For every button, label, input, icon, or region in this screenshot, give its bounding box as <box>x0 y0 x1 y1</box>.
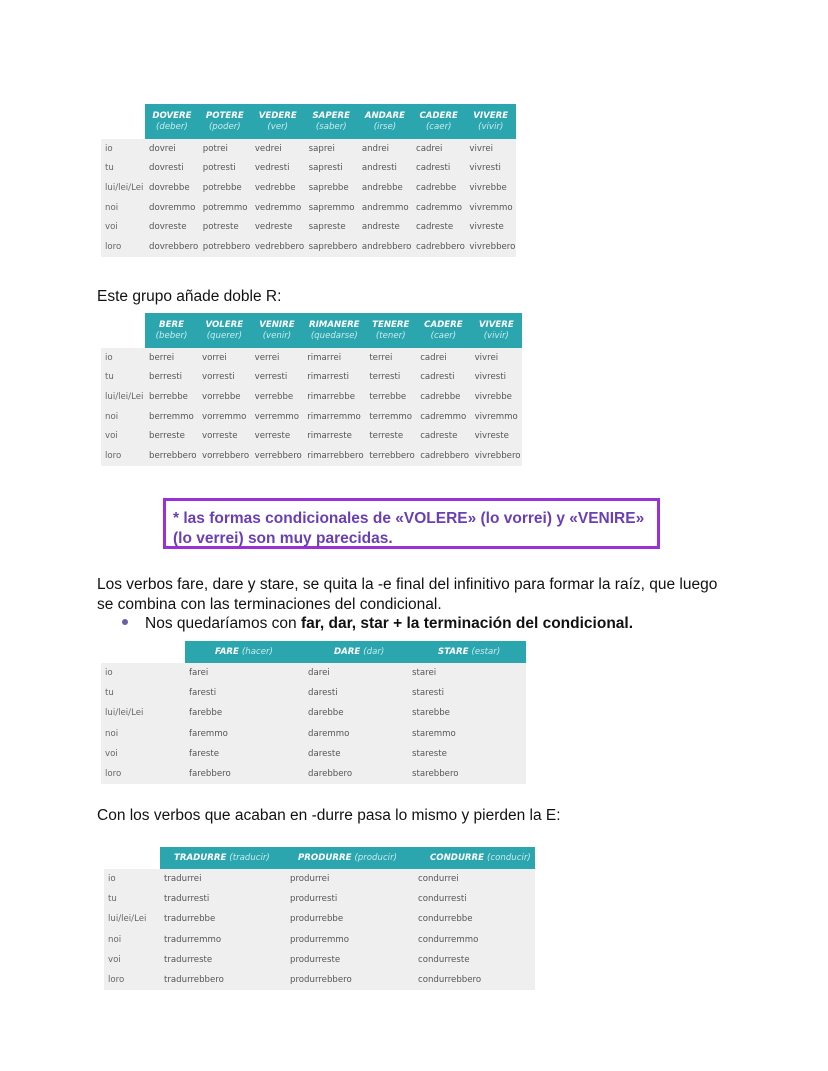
column-header: CADERE (caer) <box>416 313 470 348</box>
section-heading-durre: Con los verbos que acaban en -durre pasa lo mismo y pierden la E: <box>97 807 561 824</box>
column-header: TENERE (tener) <box>365 313 416 348</box>
conjugation-table-irregular <box>101 104 516 257</box>
section-heading-double-r: Este grupo añade doble R: <box>97 288 282 305</box>
column-header: CONDURRE (conducir) <box>414 847 535 869</box>
column-header: VIVERE (vivir) <box>465 104 516 139</box>
table-row: tu tradurresti produrresti condurresti <box>104 889 535 909</box>
column-header: VOLERE (querer) <box>198 313 251 348</box>
table-row: voi dovreste potreste vedreste sapreste andreste cadreste vivreste <box>101 217 516 237</box>
column-header: VIVERE (vivir) <box>471 313 522 348</box>
table-row: noi dovremmo potremmo vedremmo sapremmo andremmo cadremmo vivremmo <box>101 198 516 218</box>
column-header: FARE (hacer) <box>185 641 304 663</box>
column-header: TRADURRE (traducir) <box>160 847 286 869</box>
corner-cell <box>104 847 160 869</box>
table-row: tu faresti daresti staresti <box>101 683 526 703</box>
table-row: lui/lei/Lei berrebbe vorrebbe verrebbe rimarrebbe terrebbe cadrebbe vivrebbe <box>101 387 522 407</box>
column-header: POTERE (poder) <box>199 104 251 139</box>
column-header: CADERE (caer) <box>412 104 465 139</box>
column-header: DARE (dar) <box>304 641 408 663</box>
conjugation-table-durre <box>104 847 535 990</box>
corner-cell <box>101 104 145 139</box>
table-row: noi berremmo vorremmo verremmo rimarremmo terremmo cadremmo vivremmo <box>101 407 522 427</box>
conjugation-table-fare-dare-stare <box>101 641 526 784</box>
column-header: VEDERE (ver) <box>251 104 305 139</box>
conjugation-table-double-r <box>101 313 522 466</box>
column-header: STARE (estar) <box>408 641 526 663</box>
bullet-bold-text: far, dar, star + la terminación del condicional. <box>300 615 634 632</box>
table-row: noi tradurremmo produrremmo condurremmo <box>104 930 535 950</box>
table-row: lui/lei/Lei farebbe darebbe starebbe <box>101 703 526 723</box>
table-row: loro farebbero darebbero starebbero <box>101 764 526 784</box>
table-row: io dovrei potrei vedrei saprei andrei cadrei vivrei <box>101 139 516 159</box>
note-callout: * las formas condicionales de «VOLERE» (lo vorrei) y «VENIRE» (lo verrei) son muy parecidas. <box>163 498 660 549</box>
table-row: loro tradurrebbero produrrebbero condurrebbero <box>104 970 535 990</box>
column-header: SAPERE (saber) <box>305 104 358 139</box>
bullet-dot-icon <box>122 619 128 625</box>
column-header: VENIRE (venir) <box>251 313 304 348</box>
table-row: voi fareste dareste stareste <box>101 744 526 764</box>
table-row: noi faremmo daremmo staremmo <box>101 724 526 744</box>
column-header: RIMANERE (quedarse) <box>303 313 365 348</box>
table-row: voi tradurreste produrreste condurreste <box>104 950 535 970</box>
table-row: io tradurrei produrrei condurrei <box>104 869 535 889</box>
corner-cell <box>101 641 185 663</box>
column-header: PRODURRE (producir) <box>286 847 414 869</box>
table-row: lui/lei/Lei tradurrebbe produrrebbe condurrebbe <box>104 909 535 929</box>
column-header: BERE (beber) <box>145 313 198 348</box>
table-row: io farei darei starei <box>101 663 526 683</box>
table-row: voi berreste vorreste verreste rimarreste terreste cadreste vivreste <box>101 426 522 446</box>
paragraph-fare-dare-stare: Los verbos fare, dare y stare, se quita la -e final del infinitivo para formar la raíz, que luego se combina con las terminaciones del condicional. <box>97 576 718 613</box>
corner-cell <box>101 313 145 348</box>
table-row: tu berresti vorresti verresti rimarresti terresti cadresti vivresti <box>101 368 522 388</box>
table-row: loro dovrebbero potrebbero vedrebbero saprebbero andrebbero cadrebbero vivrebbero <box>101 237 516 257</box>
table-row: loro berrebbero vorrebbero verrebbero rimarrebbero terrebbero cadrebbero vivrebbero <box>101 446 522 466</box>
column-header: ANDARE (irse) <box>358 104 412 139</box>
table-row: tu dovresti potresti vedresti sapresti andresti cadresti vivresti <box>101 159 516 179</box>
table-row: lui/lei/Lei dovrebbe potrebbe vedrebbe saprebbe andrebbe cadrebbe vivrebbe <box>101 178 516 198</box>
column-header: DOVERE (deber) <box>145 104 199 139</box>
bullet-item: Nos quedaríamos con far, dar, star + la terminación del condicional. <box>122 614 633 634</box>
table-row: io berrei vorrei verrei rimarrei terrei cadrei vivrei <box>101 348 522 368</box>
